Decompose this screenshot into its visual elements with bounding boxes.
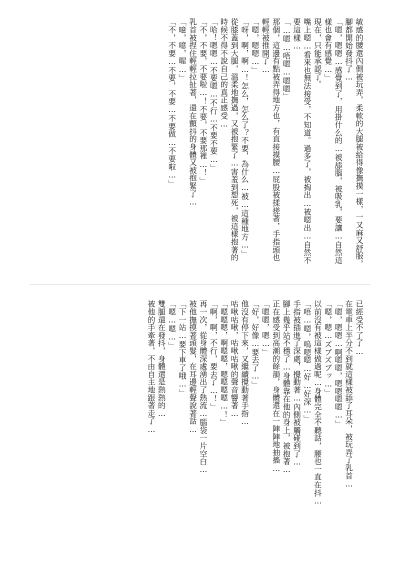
section-divider	[30, 284, 370, 285]
upper-text-block: 敏感的腰還內側被玩弄，柔軟的大腿被給得像撫摸一樣，一又麻又舒服，腳都開始發抖了… 「嗯，嗯嗯…感覺到了，用掛什么的…被舔腦，被吸乳，要讓…自然這樣也會有感覺…」 現在，只能承認了。 嘴上嗯…看來也無法接受，不知道。過多了，被掏出…被嗯出…自然不要這樣… 「…嗯…唔嗯…嗯嗯」 那個，這邊有點被弄得地方也，有直接摸腰…屁股被揉搓著，手指頭也輕輕被推開了… 「嗯，嗯嗯…」 「呀，啊，啊…！怎么，怎么了？不要，為什么…被…這種地方…」 從膝蓋到大腿，溫柔地撫過，又被抱緊了…害羞到想死，被這樣抱著的時候不得不說自己的真正感受… 「哈！嗯嗯…不要嗯…不行…不要不要…」 「不，不要，不要啦…！不要，不要那裡…！」 乳首被捏住輕輕拉扯著，還在顫抖的身體又被抱緊了… 「噫，噫，喔…」 「不，不要…不要，不要…不要做…不要啦…」	[167, 18, 364, 268]
lower-text-block: 已經受不了了… 在電車上半分不到就這樣被舔了耳朵，被玩弄了乳首… 「嗯，嗯嗯…啊嗯嗯，嗯嗯嗯嗯…」 「嗯，嗯…ズブズブッ…」 以前沒有被這樣做過呢…身體完全不聽話，腰也一直在抖… 「唔…嗯，嗚嗯嗯…好…好深…」 手指被插進了深處，攪動著…內側被觸碰到了… 腳上幾乎站不穩了…身體靠在他的身上，被抱著… 正在感受到高潮的餘韻，身體還在一陣陣地抽搐… 「嗯嗯，嗯…」 「好，好像…要去了…」 他沒有停下來，又繼續攪動著手指… 咕啾咕啾，咕啾咕啾的聲音響著… 「嗯嗯嗯，啊嗯嗯，嗯嗯嗯嗯…！」 「啊，啊，不行，要去了…！」 再一次，從身體深處湧出了熱流…腦袋一片空白… 被他撫摸著頭髮，在耳邊輕聲說著話… 「下一站…要下車了哦…」 「嗯…嗯…」 雙腿還在發抖，身體還是熱熱的… 被他的手牽著，不由自主地跟著走了…	[146, 300, 364, 506]
